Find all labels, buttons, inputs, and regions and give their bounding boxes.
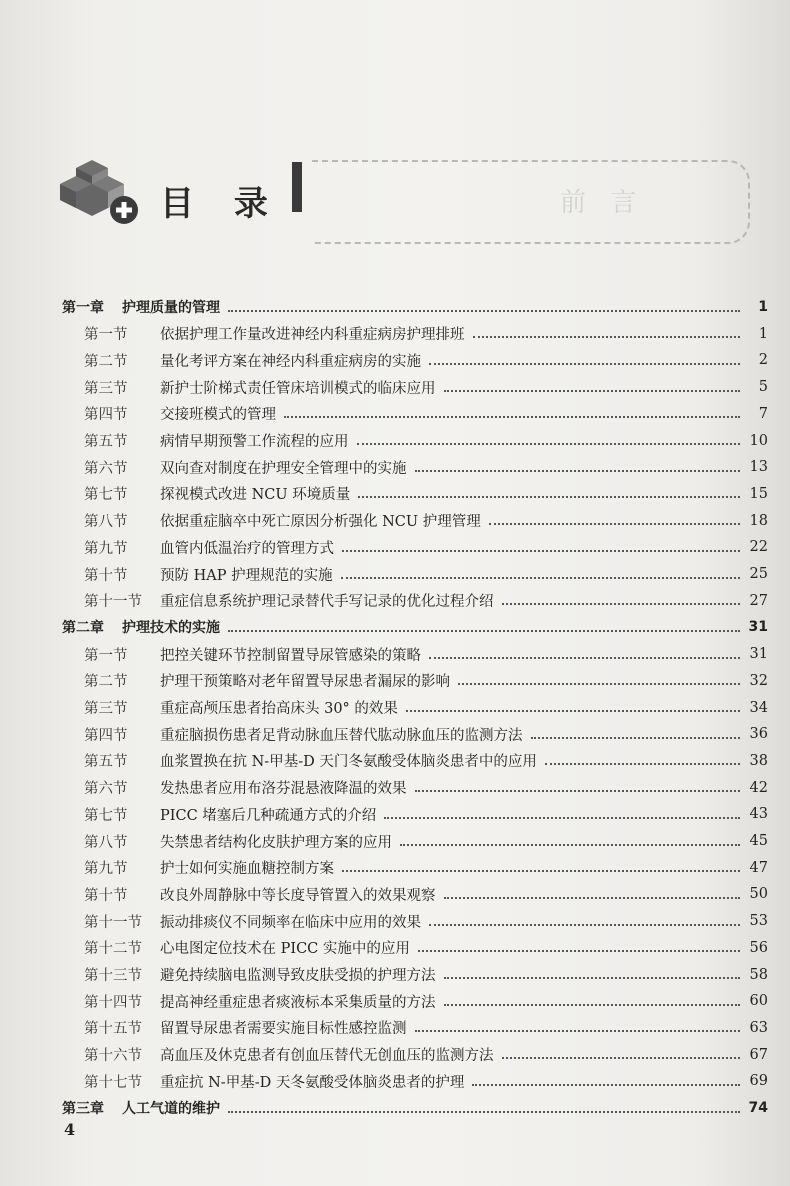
toc-leader-dots [472, 1083, 740, 1086]
toc-entry-title: 依据护理工作量改进神经内科重症病房护理排班 [160, 327, 465, 344]
toc-leader-dots [545, 762, 740, 765]
toc-section-row [62, 1017, 768, 1039]
toc-entry-label: 第四节 [84, 727, 128, 744]
toc-section-row [62, 697, 768, 719]
toc-entry-label: 第七节 [84, 807, 128, 824]
toc-section-row [62, 1070, 768, 1092]
toc-section-row [62, 323, 768, 345]
toc-entry-label: 第五节 [84, 754, 128, 771]
toc-page-number: 1 [758, 325, 768, 342]
toc-leader-dots [489, 522, 740, 525]
toc-chapter-row [62, 616, 768, 638]
toc-section-row [62, 590, 768, 612]
toc-page-number: 31 [749, 646, 768, 663]
header-frame [312, 160, 750, 244]
toc-entry-label: 第十六节 [84, 1048, 142, 1065]
toc-section-row [62, 723, 768, 745]
toc-page-number: 7 [758, 405, 768, 422]
toc-page-number: 56 [749, 939, 768, 956]
toc-leader-dots [473, 335, 741, 338]
toc-entry-label: 第八节 [84, 514, 128, 531]
toc-page-number: 10 [749, 432, 768, 449]
toc-leader-dots [415, 789, 741, 792]
toc-page-number: 25 [749, 566, 768, 582]
toc-section-row [62, 777, 768, 799]
toc-chapter-row [62, 1097, 768, 1119]
toc-leader-dots [228, 629, 740, 632]
toc-section-row [62, 536, 768, 558]
toc-entry-label: 第一章 [62, 300, 104, 316]
toc-page-number: 5 [758, 379, 768, 396]
toc-page-number: 47 [749, 859, 768, 876]
toc-leader-dots [458, 682, 740, 685]
toc-entry-title: 血浆置换在抗 N-甲基-D 天门冬氨酸受体脑炎患者中的应用 [160, 754, 537, 771]
toc-section-row [62, 510, 768, 532]
toc-section-row [62, 456, 768, 478]
toc-entry-label: 第三章 [62, 1101, 104, 1117]
toc-entry-title: 人工气道的维护 [122, 1101, 220, 1117]
toc-entry-label: 第八节 [84, 834, 128, 851]
toc-entry-title: 失禁患者结构化皮肤护理方案的应用 [160, 834, 392, 851]
toc-leader-dots [415, 469, 741, 472]
toc-leader-dots [406, 709, 740, 712]
toc-page-number: 22 [749, 539, 768, 556]
toc-leader-dots [429, 923, 740, 926]
page-number: 4 [64, 1120, 76, 1139]
toc-leader-dots [531, 736, 741, 739]
toc-page-number: 34 [749, 699, 768, 716]
toc-section-row [62, 430, 768, 452]
toc-entry-label: 第三节 [84, 380, 128, 397]
toc-entry-label: 第二节 [84, 353, 128, 370]
toc-section-row [62, 964, 768, 986]
toc-leader-dots [384, 816, 740, 819]
toc-section-row [62, 883, 768, 905]
toc-entry-label: 第六节 [84, 781, 128, 798]
toc-leader-dots [342, 869, 740, 872]
toc-entry-label: 第十四节 [84, 994, 142, 1011]
toc-entry-label: 第十三节 [84, 968, 142, 984]
toc-entry-title: 振动排痰仪不同频率在临床中应用的效果 [160, 914, 421, 931]
toc-entry-title: 病情早期预警工作流程的应用 [160, 434, 349, 450]
toc-entry-label: 第十五节 [84, 1021, 142, 1038]
toc-leader-dots [358, 495, 740, 498]
toc-section-row [62, 376, 768, 398]
bleed-through-text: 前 言 [560, 188, 645, 218]
toc-entry-label: 第二章 [62, 620, 104, 637]
toc-leader-dots [357, 442, 741, 445]
toc-entry-label: 第一节 [84, 647, 128, 664]
toc-entry-title: 新护士阶梯式责任管床培训模式的临床应用 [160, 380, 436, 397]
toc-leader-dots [429, 362, 740, 365]
toc-section-row [62, 643, 768, 665]
toc-section-row [62, 857, 768, 879]
toc-section-row [62, 349, 768, 371]
toc-entry-label: 第三节 [84, 701, 128, 717]
page-title: 目 录 [160, 184, 282, 224]
toc-entry-title: 护理干预策略对老年留置导尿患者漏尿的影响 [160, 674, 450, 691]
toc-page-number: 45 [749, 833, 768, 849]
toc-entry-title: 血管内低温治疗的管理方式 [160, 540, 334, 557]
toc-entry-label: 第六节 [84, 460, 128, 477]
toc-page-number: 32 [749, 672, 768, 689]
toc-section-row [62, 830, 768, 852]
toc-entry-label: 第五节 [84, 434, 128, 450]
toc-section-row [62, 803, 768, 825]
toc-entry-label: 第二节 [84, 674, 128, 691]
toc-leader-dots [400, 843, 740, 846]
toc-page-number: 60 [749, 993, 768, 1010]
toc-page-number: 63 [749, 1019, 768, 1036]
toc-entry-title: 交接班模式的管理 [160, 407, 276, 424]
toc-entry-label: 第九节 [84, 861, 128, 878]
toc-leader-dots [418, 949, 740, 952]
toc-leader-dots [502, 1056, 741, 1059]
toc-section-row [62, 483, 768, 505]
toc-chapter-row [62, 296, 768, 318]
title-divider [292, 162, 302, 212]
toc-entry-title: 探视模式改进 NCU 环境质量 [160, 487, 351, 504]
toc-entry-label: 第一节 [84, 327, 128, 344]
toc-entry-title: 高血压及休克患者有创血压替代无创血压的监测方法 [160, 1048, 494, 1065]
toc-page-number: 13 [749, 459, 768, 476]
toc-page-number: 18 [749, 512, 768, 529]
medical-cross-logo-icon [58, 150, 148, 230]
toc-page-number: 15 [749, 485, 768, 502]
toc-page-number: 53 [749, 913, 768, 930]
toc-section-row [62, 990, 768, 1012]
toc-entry-label: 第十节 [84, 887, 128, 904]
toc-entry-label: 第十二节 [84, 941, 142, 958]
toc-page-number: 58 [749, 966, 768, 983]
toc-entry-title: 改良外周静脉中等长度导管置入的效果观察 [160, 887, 436, 904]
toc-entry-title: 重症信息系统护理记录替代手写记录的优化过程介绍 [160, 594, 494, 611]
toc-entry-label: 第九节 [84, 540, 128, 557]
toc-page-number: 38 [749, 752, 768, 769]
toc-section-row [62, 1044, 768, 1066]
toc-entry-title: 避免持续脑电监测导致皮肤受损的护理方法 [160, 968, 436, 984]
toc-entry-label: 第四节 [84, 407, 128, 424]
toc-entry-title: 护理技术的实施 [122, 620, 220, 637]
toc-page-number: 36 [749, 726, 768, 743]
toc-leader-dots [444, 976, 741, 979]
toc-entry-title: 重症高颅压患者抬高床头 30° 的效果 [160, 701, 398, 717]
toc-entry-label: 第七节 [84, 487, 128, 504]
toc-section-row [62, 670, 768, 692]
toc-leader-dots [444, 1003, 741, 1006]
toc-section-row [62, 563, 768, 585]
toc-entry-title: 双向查对制度在护理安全管理中的实施 [160, 460, 407, 477]
toc-entry-label: 第十七节 [84, 1074, 142, 1091]
toc-entry-title: 留置导尿患者需要实施目标性感控监测 [160, 1021, 407, 1038]
toc-leader-dots [444, 389, 741, 392]
toc-entry-label: 第十节 [84, 567, 128, 584]
toc-entry-title: 预防 HAP 护理规范的实施 [160, 567, 333, 584]
toc-page-number: 1 [758, 299, 768, 315]
toc-leader-dots [341, 576, 740, 579]
toc-leader-dots [502, 602, 741, 605]
toc-page-number: 67 [749, 1046, 768, 1063]
toc-section-row [62, 910, 768, 932]
toc-leader-dots [429, 656, 740, 659]
toc-page-number: 74 [748, 1100, 768, 1116]
toc-entry-title: 护士如何实施血糖控制方案 [160, 861, 334, 878]
toc-page-number: 2 [758, 352, 768, 369]
toc-entry-title: 心电图定位技术在 PICC 实施中的应用 [160, 941, 410, 958]
toc-page-number: 31 [748, 619, 768, 636]
toc-section-row [62, 750, 768, 772]
toc-entry-title: 依据重症脑卒中死亡原因分析强化 NCU 护理管理 [160, 514, 481, 531]
toc-entry-title: 护理质量的管理 [122, 300, 220, 316]
toc-leader-dots [228, 309, 740, 312]
toc-entry-title: 发热患者应用布洛芬混悬液降温的效果 [160, 781, 407, 798]
toc-entry-title: PICC 堵塞后几种疏通方式的介绍 [160, 807, 377, 824]
toc-entry-label: 第十一节 [84, 594, 142, 611]
toc-entry-title: 把控关键环节控制留置导尿管感染的策略 [160, 647, 421, 664]
toc-leader-dots [342, 549, 740, 552]
toc-leader-dots [284, 415, 740, 418]
toc-entry-title: 重症脑损伤患者足背动脉血压替代肱动脉血压的监测方法 [160, 727, 523, 744]
toc-page-number: 50 [749, 886, 768, 903]
toc-entry-title: 量化考评方案在神经内科重症病房的实施 [160, 353, 421, 370]
toc-entry-label: 第十一节 [84, 914, 142, 931]
toc-page-number: 43 [749, 806, 768, 823]
toc-page-number: 27 [749, 592, 768, 609]
toc-entry-title: 提高神经重症患者痰液标本采集质量的方法 [160, 994, 436, 1011]
toc-section-row [62, 937, 768, 959]
toc-leader-dots [415, 1029, 741, 1032]
toc-leader-dots [228, 1110, 740, 1113]
toc-section-row [62, 403, 768, 425]
toc-page-number: 69 [749, 1073, 768, 1090]
toc-entry-title: 重症抗 N-甲基-D 天冬氨酸受体脑炎患者的护理 [160, 1074, 465, 1091]
toc-leader-dots [444, 896, 741, 899]
toc-page-number: 42 [749, 779, 768, 796]
